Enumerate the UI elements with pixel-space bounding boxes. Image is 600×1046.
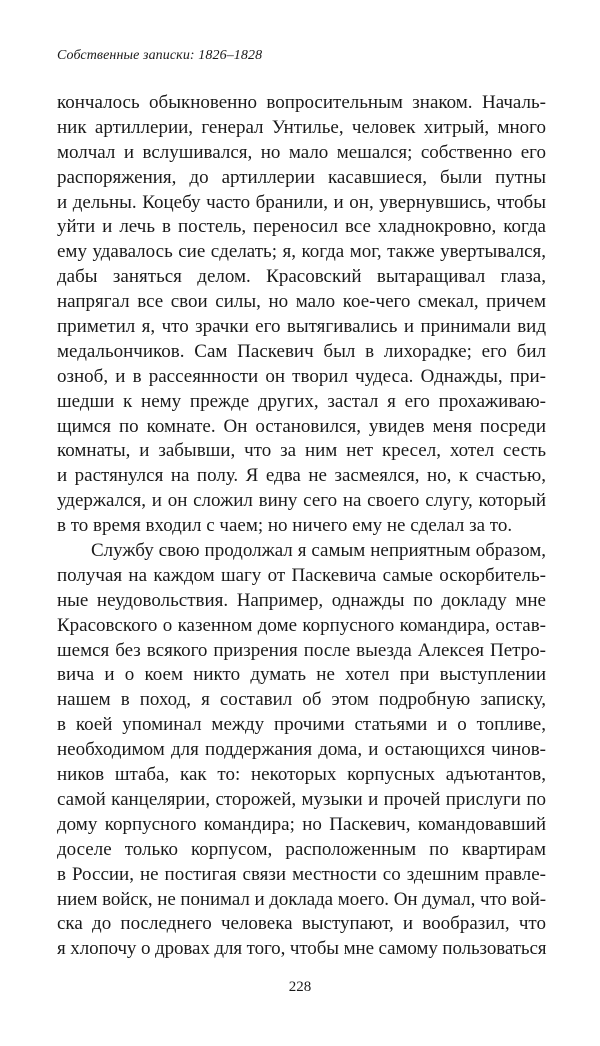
text-line: кончалось обыкновенно вопросительным знаком. Началь- <box>57 92 546 113</box>
text-line: и растянулся на полу. Я едва не засмеялся, но, к счастью, <box>57 465 546 487</box>
text-line: дому корпусного командира; но Паскевич, командовавший <box>57 813 546 835</box>
text-line: озноб, и в рассеянности он творил чудеса. Однажды, при- <box>57 365 546 387</box>
text-line: доселе только корпусом, расположенным по квартирам <box>57 838 546 860</box>
text-line: вича и о коем никто думать не хотел при выступлении <box>57 664 546 686</box>
text-line: приметил я, что зрачки его вытягивались и принимали вид <box>57 316 546 338</box>
text-line: я хлопочу о дровах для того, чтобы мне самому пользоваться <box>57 938 547 960</box>
text-line: и дельны. Коцебу часто бранили, и он, увернувшись, чтобы <box>57 191 546 213</box>
text-line: самой канцелярии, сторожей, музыки и прочей прислуги по <box>57 788 546 810</box>
text-line: Красовского о казенном доме корпусного командира, остав- <box>57 614 546 636</box>
text-line: ников штаба, как то: некоторых корпусных адъютантов, <box>57 764 546 786</box>
text-line: молчал и вслушивался, но мало мешался; собственно его <box>57 141 546 163</box>
text-line: шемся без всякого призрения после выезда Алексея Петро- <box>57 639 546 661</box>
text-line: распоряжения, до артиллерии касавшиеся, были путны <box>57 166 546 188</box>
running-header: Собственные записки: 1826–1828 <box>57 48 263 63</box>
text-line: дабы заняться делом. Красовский вытаращивал глаза, <box>57 266 546 288</box>
text-line: ник артиллерии, генерал Унтилье, человек хитрый, много <box>57 116 546 138</box>
page-number: 228 <box>288 979 312 995</box>
text-line: ему удавалось сие сделать; я, когда мог, также увертывался, <box>57 241 546 263</box>
text-line: Службу свою продолжал я самым неприятным образом, <box>91 540 546 562</box>
text-line: ные неудовольствия. Например, однажды по докладу мне <box>57 589 546 611</box>
text-line: щимся по комнате. Он остановился, увидев меня посреди <box>57 415 546 437</box>
text-line: в коей упоминал между прочими статьями и о топливе, <box>57 714 546 736</box>
text-line: получая на каждом шагу от Паскевича самые оскорбитель- <box>57 564 546 586</box>
text-line: необходимом для поддержания дома, и остающихся чинов- <box>57 739 546 761</box>
text-line: ска до последнего человека выступают, и вообразил, что <box>57 913 546 935</box>
text-line: медальончиков. Сам Паскевич был в лихорадке; его бил <box>57 340 546 362</box>
text-line: в России, не постигая связи местности со здешним правле- <box>57 863 546 885</box>
text-line: комнаты, и забывши, что за ним нет кресел, хотел сесть <box>57 440 546 462</box>
text-line: шедши к нему прежде других, застал я его прохаживаю- <box>57 390 546 412</box>
text-line: нием войск, не понимал и доклада моего. Он думал, что вой- <box>57 888 546 910</box>
paragraph <box>57 539 546 962</box>
text-line: удержался, и он сложил вину сего на своего слугу, который <box>57 490 546 512</box>
text-line: в то время входил с чаем; но ничего ему не сделал за то. <box>57 515 513 537</box>
text-line: нашем в поход, я составил об этом подробную записку, <box>57 689 546 711</box>
page-body-text <box>57 91 546 962</box>
text-line: уйти и лечь в постель, переносил все хладнокровно, когда <box>57 216 546 238</box>
paragraph <box>57 91 546 539</box>
text-line: напрягал все свои силы, но мало кое-чего смекал, причем <box>57 291 546 313</box>
